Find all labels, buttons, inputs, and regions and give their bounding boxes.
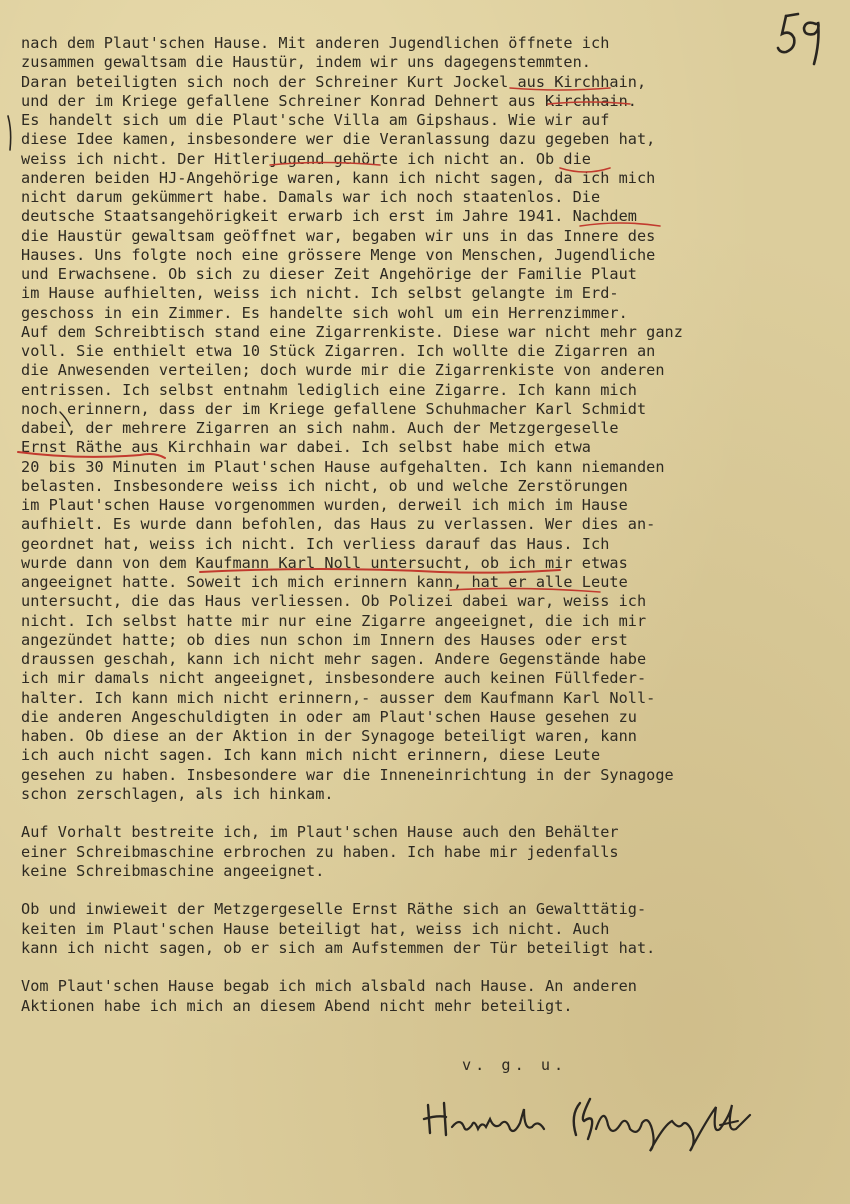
text-line: weiss ich nicht. Der Hitlerjugend gehörte ich nicht an. Ob die (21, 149, 592, 168)
text-line: anderen beiden HJ-Angehörige waren, kann ich nicht sagen, da ich mich (21, 168, 656, 187)
text-line: Hauses. Uns folgte noch eine grössere Menge von Menschen, Jugendliche (21, 245, 656, 264)
text-line: keiten im Plaut'schen Hause beteiligt hat, weiss ich nicht. Auch (21, 919, 610, 938)
text-line: halter. Ich kann mich nicht erinnern,- ausser dem Kaufmann Karl Noll- (21, 688, 656, 707)
text-line: draussen geschah, kann ich nicht mehr sagen. Andere Gegenstände habe (21, 650, 647, 668)
text-line: haben. Ob diese an der Aktion in der Synagoge beteiligt waren, kann (21, 727, 637, 745)
text-line: kann ich nicht sagen, ob er sich am Aufstemmen der Tür beteiligt hat. (21, 938, 656, 957)
text-line: Es handelt sich um die Plaut'sche Villa am Gipshaus. Wie wir auf (21, 111, 610, 129)
text-line: diese Idee kamen, insbesondere wer die Veranlassung dazu gegeben hat, (21, 130, 656, 149)
text-line: deutsche Staatsangehörigkeit erwarb ich erst im Jahre 1941. Nachdem (21, 207, 637, 226)
text-line: 20 bis 30 Minuten im Plaut'schen Hause aufgehalten. Ich kann niemanden (21, 457, 665, 476)
text-line: die anderen Angeschuldigten in oder am Plaut'schen Hause gesehen zu (21, 707, 637, 726)
text-line: belasten. Insbesondere weiss ich nicht, ob und welche Zerstörungen (21, 476, 628, 495)
text-line: entrissen. Ich selbst entnahm lediglich eine Zigarre. Ich kann mich (21, 380, 637, 399)
text-line: nicht darum gekümmert habe. Damals war ich noch staatenlos. Die (21, 188, 601, 206)
text-line: schon zerschlagen, als ich hinkam. (21, 784, 334, 803)
paragraph-closing (21, 977, 841, 1016)
text-line: Ernst Räthe aus Kirchhain war dabei. Ich selbst habe mich etwa (21, 438, 592, 457)
typed-text (21, 34, 841, 1016)
text-line: dabei, der mehrere Zigarren an sich nahm. Auch der Metzgergeselle (21, 419, 619, 437)
text-line: keine Schreibmaschine angeeignet. (21, 861, 325, 880)
handwritten-signature (420, 1085, 780, 1155)
text-line: Auf dem Schreibtisch stand eine Zigarrenkiste. Diese war nicht mehr ganz (21, 322, 683, 341)
text-line: zusammen gewaltsam die Haustür, indem wir uns dagegenstemmten. (21, 53, 592, 72)
text-line: die Haustür gewaltsam geöffnet war, begaben wir uns in das Innere des (21, 226, 656, 245)
paragraph-raethe (21, 900, 841, 958)
text-line: nach dem Plaut'schen Hause. Mit anderen Jugendlichen öffnete ich (21, 34, 610, 52)
paragraph-vorhalt (21, 823, 841, 881)
paragraph-main (21, 34, 841, 804)
text-line: nicht. Ich selbst hatte mir nur eine Zigarre angeeignet, die ich mir (21, 611, 647, 630)
text-line: geschoss in ein Zimmer. Es handelte sich wohl um ein Herrenzimmer. (21, 303, 628, 322)
text-line: untersucht, die das Haus verliessen. Ob Polizei dabei war, weiss ich (21, 592, 647, 611)
text-line: Vom Plaut'schen Hause begab ich mich alsbald nach Hause. An anderen (21, 977, 637, 996)
text-line: ich auch nicht sagen. Ich kann mich nicht erinnern, diese Leute (21, 746, 601, 765)
text-line: Auf Vorhalt bestreite ich, im Plaut'schen Hause auch den Behälter (21, 823, 619, 842)
text-line: und Erwachsene. Ob sich zu dieser Zeit Angehörige der Familie Plaut (21, 265, 637, 283)
read-approved-signed-note: v. g. u. (462, 1056, 568, 1074)
text-line: angeeignet hatte. Soweit ich mich erinnern kann, hat er alle Leute (21, 573, 628, 591)
text-line: gesehen zu haben. Insbesondere war die Inneneinrichtung in der Synagoge (21, 765, 674, 784)
text-line: im Hause aufhielten, weiss ich nicht. Ich selbst gelangte im Erd- (21, 284, 619, 303)
text-line: angezündet hatte; ob dies nun schon im Innern des Hauses oder erst (21, 630, 628, 649)
text-line: die Anwesenden verteilen; doch wurde mir die Zigarrenkiste von anderen (21, 361, 665, 380)
text-line: geordnet hat, weiss ich nicht. Ich verliess darauf das Haus. Ich (21, 534, 610, 553)
text-line: noch erinnern, dass der im Kriege gefallene Schuhmacher Karl Schmidt (21, 399, 647, 418)
text-line: voll. Sie enthielt etwa 10 Stück Zigarren. Ich wollte die Zigarren an (21, 342, 656, 360)
text-line: Aktionen habe ich mich an diesem Abend nicht mehr beteiligt. (21, 996, 573, 1015)
text-line: aufhielt. Es wurde dann befohlen, das Haus zu verlassen. Wer dies an- (21, 515, 656, 534)
text-line: wurde dann von dem Kaufmann Karl Noll untersucht, ob ich mir etwas (21, 553, 628, 572)
text-line: einer Schreibmaschine erbrochen zu haben. Ich habe mir jedenfalls (21, 842, 619, 861)
text-line: und der im Kriege gefallene Schreiner Konrad Dehnert aus Kirchhain. (21, 91, 637, 110)
text-line: Ob und inwieweit der Metzgergeselle Ernst Räthe sich an Gewalttätig- (21, 900, 647, 919)
text-line: im Plaut'schen Hause vorgenommen wurden, derweil ich mich im Hause (21, 496, 628, 514)
text-line: Daran beteiligten sich noch der Schreiner Kurt Jockel aus Kirchhain, (21, 72, 647, 91)
text-line: ich mir damals nicht angeeignet, insbesondere auch keinen Füllfeder- (21, 669, 647, 688)
